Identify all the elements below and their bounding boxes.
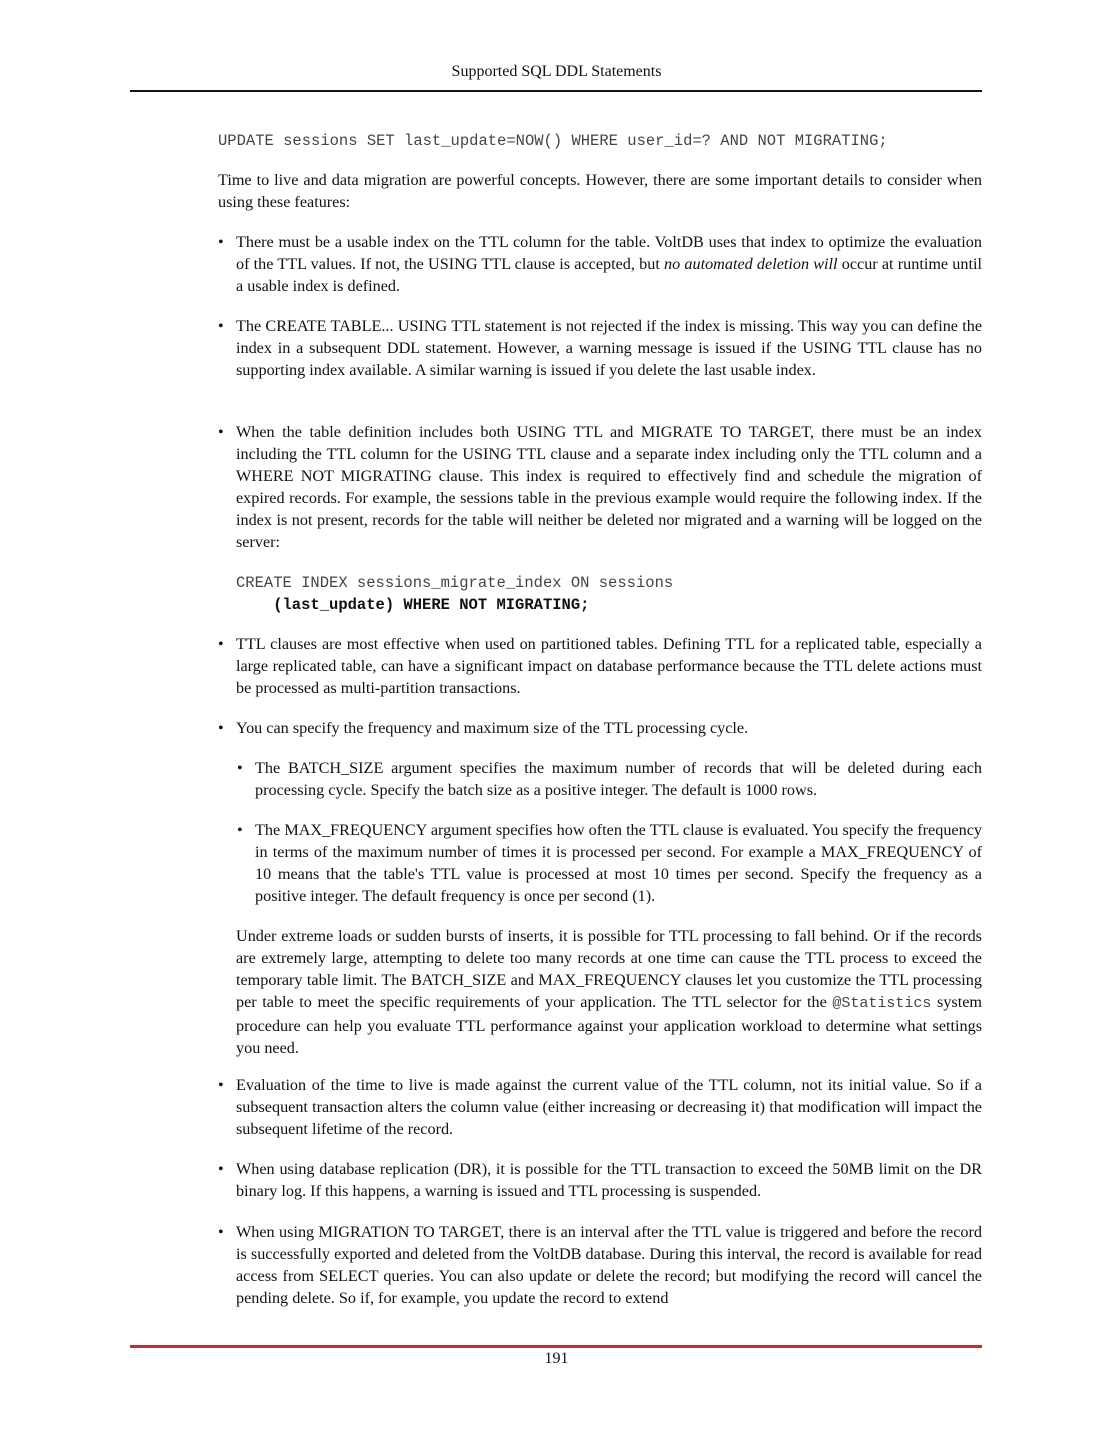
bullet-frequency: • You can specify the frequency and maximum size of the TTL processing cycle. xyxy=(236,717,982,739)
bullet-dr: • When using database replication (DR), it is possible for the TTL transaction to exceed the 50MB limit on the DR binary log. If this happens, a warning is issued and TTL processing is suspended. xyxy=(236,1158,982,1202)
code-create-index xyxy=(236,572,673,616)
text: system procedure can help you evaluate TTL performance against your application workload to determine what settings you need. xyxy=(236,993,982,1057)
bullet-partitioned-tables: • TTL clauses are most effective when used on partitioned tables. Defining TTL for a replicated table, especially a large replicated table, can have a significant impact on database performance because the TTL delete actions must be processed as multi-partition transactions. xyxy=(236,633,982,699)
header-rule xyxy=(130,90,982,92)
running-header: Supported SQL DDL Statements xyxy=(451,63,662,80)
bullet-create-table: • The CREATE TABLE... USING TTL statement is not rejected if the index is missing. This way you can define the index in a subsequent DDL statement. However, a warning message is issued if the USING TTL clause has no supporting index available. A similar warning is issued if you delete the last usable index. xyxy=(236,315,982,381)
bullet-migrate-index: • When the table definition includes both USING TTL and MIGRATE TO TARGET, there must be an index including the TTL column for the USING TTL clause and a separate index including only the TTL column and a WHERE NOT MIGRATING clause. This index is required to effectively find and schedule the migration of expired records. For example, the sessions table in the previous example would require the following index. If the index is not present, records for the table will neither be deleted nor migrated and a warning will be logged on the server: xyxy=(236,421,982,553)
code-update-statement: UPDATE sessions SET last_update=NOW() WHERE user_id=? AND NOT MIGRATING; xyxy=(218,132,888,150)
code-line: (last_update) WHERE NOT MIGRATING; xyxy=(236,596,590,614)
text: There must be a usable index on the TTL column for the table. VoltDB uses that index to optimize the evaluation of the TTL values. If not, the USING TTL clause is accepted, but xyxy=(236,233,982,273)
text: occur at runtime until a usable index is defined. xyxy=(236,255,982,295)
paragraph-extreme-loads xyxy=(236,925,982,1059)
page-number: 191 xyxy=(544,1350,569,1367)
intro-paragraph: Time to live and data migration are powerful concepts. However, there are some important details to consider when using these features: xyxy=(218,171,982,211)
emphasis: no automated deletion will xyxy=(664,255,838,273)
bullet-evaluation: • Evaluation of the time to live is made against the current value of the TTL column, not its initial value. So if a subsequent transaction alters the column value (either increasing or decreasing it) that modification will impact the subsequent lifetime of the record. xyxy=(236,1074,982,1140)
bullet-usable-index xyxy=(236,231,982,297)
subbullet-max-frequency: • The MAX_FREQUENCY argument specifies how often the TTL clause is evaluated. You specify the frequency in terms of the maximum number of times it is processed per second. For example a MAX_FREQUENCY of 10 means that the table's TTL value is processed at most 10 times per second. Specify the frequency as a positive integer. The default frequency is once per second (1). xyxy=(255,819,982,907)
code-line: CREATE INDEX sessions_migrate_index ON sessions xyxy=(236,574,674,592)
bullet-migration-target: • When using MIGRATION TO TARGET, there is an interval after the TTL value is triggered and before the record is successfully exported and deleted from the VoltDB database. During this interval, the record is available for read access from SELECT queries. You can also update or delete the record; but modifying the record will cancel the pending delete. So if, for example, you update the record to extend xyxy=(236,1221,982,1309)
subbullet-batch-size: • The BATCH_SIZE argument specifies the maximum number of records that will be deleted during each processing cycle. Specify the batch size as a positive integer. The default is 1000 rows. xyxy=(255,757,982,801)
text: Under extreme loads or sudden bursts of inserts, it is possible for TTL processing to fall behind. Or if the records are extremely large, attempting to delete too many records at one time can cause the TTL process to exceed the temporary table limit. The BATCH_SIZE and MAX_FREQUENCY clauses let you customize the TTL processing per table to meet the specific requirements of your application. The TTL selector for the xyxy=(236,927,982,1011)
inline-code: @Statistics xyxy=(832,995,932,1012)
footer-rule xyxy=(130,1345,982,1348)
